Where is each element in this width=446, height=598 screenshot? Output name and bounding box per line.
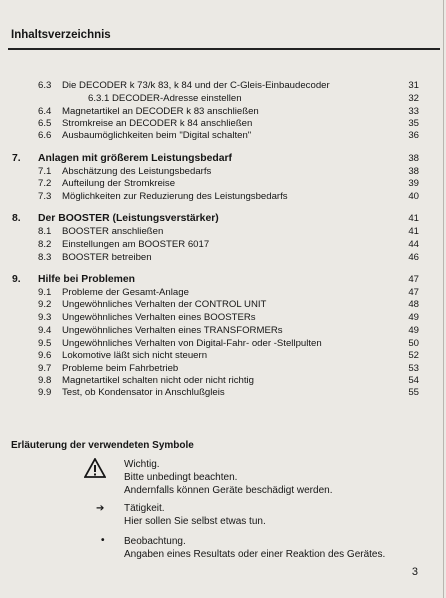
legend-warning-line: Bitte unbedingt beachten. <box>124 472 238 483</box>
toc-entry-number: 7.3 <box>38 191 52 202</box>
toc-entry <box>0 190 446 203</box>
toc-entry-page: 52 <box>408 350 419 361</box>
toc-entry <box>0 129 446 142</box>
toc-entry <box>0 238 446 251</box>
toc-chapter-number: 7. <box>12 153 21 164</box>
toc-entry-title: Magnetartikel schalten nicht oder nicht richtig <box>62 375 254 386</box>
toc-entry <box>0 311 446 324</box>
toc-entry-number: 6.3 <box>38 80 52 91</box>
toc-entry-title: Abschätzung des Leistungsbedarfs <box>62 166 212 177</box>
toc-entry-title: Die DECODER k 73/k 83, k 84 und der C-Gleis-Einbaudecoder <box>62 80 330 91</box>
toc-entry-page: 55 <box>408 387 419 398</box>
toc-chapter-7 <box>0 152 446 165</box>
legend-action-line: Tätigkeit. <box>124 503 165 514</box>
toc-entry-page: 44 <box>408 239 419 250</box>
toc-entry-title: Ungewöhnliches Verhalten eines BOOSTERs <box>62 312 256 323</box>
toc-entry-number: 8.1 <box>38 226 52 237</box>
toc-entry-number: 8.3 <box>38 252 52 263</box>
toc-entry-page: 35 <box>408 118 419 129</box>
toc-entry-number: 9.1 <box>38 287 52 298</box>
toc-entry <box>0 92 446 105</box>
toc-entry-number: 9.3 <box>38 312 52 323</box>
toc-entry-page: 36 <box>408 130 419 141</box>
toc-entry-page: 54 <box>408 375 419 386</box>
toc-entry-number: 9.9 <box>38 387 52 398</box>
toc-chapter-page: 38 <box>408 153 419 164</box>
toc-entry-number: 9.2 <box>38 299 52 310</box>
toc-entry-title: Probleme der Gesamt-Anlage <box>62 287 189 298</box>
legend-action-line: Hier sollen Sie selbst etwas tun. <box>124 516 266 527</box>
toc-entry-page: 41 <box>408 226 419 237</box>
toc-entry-page: 50 <box>408 338 419 349</box>
toc-entry-title: Probleme beim Fahrbetrieb <box>62 363 179 374</box>
toc-entry-title: Möglichkeiten zur Reduzierung des Leistungsbedarfs <box>62 191 288 202</box>
toc-entry <box>0 386 446 399</box>
toc-entry-title: Magnetartikel an DECODER k 83 anschließen <box>62 106 259 117</box>
arrow-right-icon: ➔ <box>96 503 105 514</box>
toc-entry-number: 7.1 <box>38 166 52 177</box>
toc-entry-page: 33 <box>408 106 419 117</box>
toc-entry-page: 40 <box>408 191 419 202</box>
toc-entry-title: Lokomotive läßt sich nicht steuern <box>62 350 208 361</box>
toc-entry-page: 49 <box>408 312 419 323</box>
toc-chapter-title: Anlagen mit größerem Leistungsbedarf <box>38 153 232 164</box>
toc-entry <box>0 177 446 190</box>
toc-entry <box>0 79 446 92</box>
legend-warning-line: Wichtig. <box>124 459 160 470</box>
toc-chapter-number: 9. <box>12 274 21 285</box>
toc-entry-title: BOOSTER anschließen <box>62 226 164 237</box>
toc-entry-number: 7.2 <box>38 178 52 189</box>
legend-warning-line: Andernfalls können Geräte beschädigt werden. <box>124 485 333 496</box>
toc-entry-title: Aufteilung der Stromkreise <box>62 178 176 189</box>
symbols-legend-title: Erläuterung der verwendeten Symbole <box>11 440 194 451</box>
toc-entry-number: 6.5 <box>38 118 52 129</box>
toc-entry-page: 46 <box>408 252 419 263</box>
page-number: 3 <box>411 566 418 578</box>
header-rule <box>8 48 440 50</box>
toc-entry-number: 9.8 <box>38 375 52 386</box>
legend-observation-line: Beobachtung. <box>124 536 186 547</box>
toc-chapter-8 <box>0 212 446 225</box>
toc-chapter-title: Hilfe bei Problemen <box>38 274 136 285</box>
toc-entry-page: 39 <box>408 178 419 189</box>
toc-entry-page: 31 <box>408 80 419 91</box>
toc-chapter-page: 47 <box>408 274 419 285</box>
toc-entry-number: 9.5 <box>38 338 52 349</box>
toc-chapter-9 <box>0 273 446 286</box>
toc-entry-number: 8.2 <box>38 239 52 250</box>
toc-entry-number: 6.6 <box>38 130 52 141</box>
toc-entry <box>0 349 446 362</box>
bullet-icon: • <box>101 535 105 546</box>
toc-entry-title: Ausbaumöglichkeiten beim "Digital schalten" <box>62 130 252 141</box>
toc-entry-page: 32 <box>408 93 419 104</box>
toc-entry-title: Ungewöhnliches Verhalten der CONTROL UNIT <box>62 299 267 310</box>
toc-entry <box>0 298 446 311</box>
toc-entry-number: 9.4 <box>38 325 52 336</box>
toc-entry-page: 47 <box>408 287 419 298</box>
toc-entry-page: 48 <box>408 299 419 310</box>
toc-chapter-number: 8. <box>12 213 21 224</box>
toc-entry-title: Ungewöhnliches Verhalten eines TRANSFORMERs <box>62 325 283 336</box>
toc-entry-title: Ungewöhnliches Verhalten von Digital-Fahr- oder -Stellpulten <box>62 338 322 349</box>
toc-entry-number: 6.4 <box>38 106 52 117</box>
toc-chapter-title: Der BOOSTER (Leistungsverstärker) <box>38 213 219 224</box>
toc-entry-number: 9.7 <box>38 363 52 374</box>
toc-entry-title: 6.3.1 DECODER-Adresse einstellen <box>88 93 242 104</box>
toc-entry-number: 9.6 <box>38 350 52 361</box>
toc-entry <box>0 324 446 337</box>
toc-entry <box>0 251 446 264</box>
toc-entry-title: BOOSTER betreiben <box>62 252 152 263</box>
legend-observation-line: Angaben eines Resultats oder einer Reaktion des Gerätes. <box>124 549 386 560</box>
toc-entry-title: Test, ob Kondensator in Anschlußgleis <box>62 387 225 398</box>
toc-entry-page: 38 <box>408 166 419 177</box>
toc-entry-page: 49 <box>408 325 419 336</box>
toc-entry-title: Einstellungen am BOOSTER 6017 <box>62 239 210 250</box>
warning-triangle-icon <box>84 458 106 482</box>
page-header-title: Inhaltsverzeichnis <box>11 29 111 41</box>
toc-entry <box>0 225 446 238</box>
toc-entry-title: Stromkreise an DECODER k 84 anschließen <box>62 118 253 129</box>
toc-chapter-page: 41 <box>408 213 419 224</box>
toc-entry-page: 53 <box>408 363 419 374</box>
